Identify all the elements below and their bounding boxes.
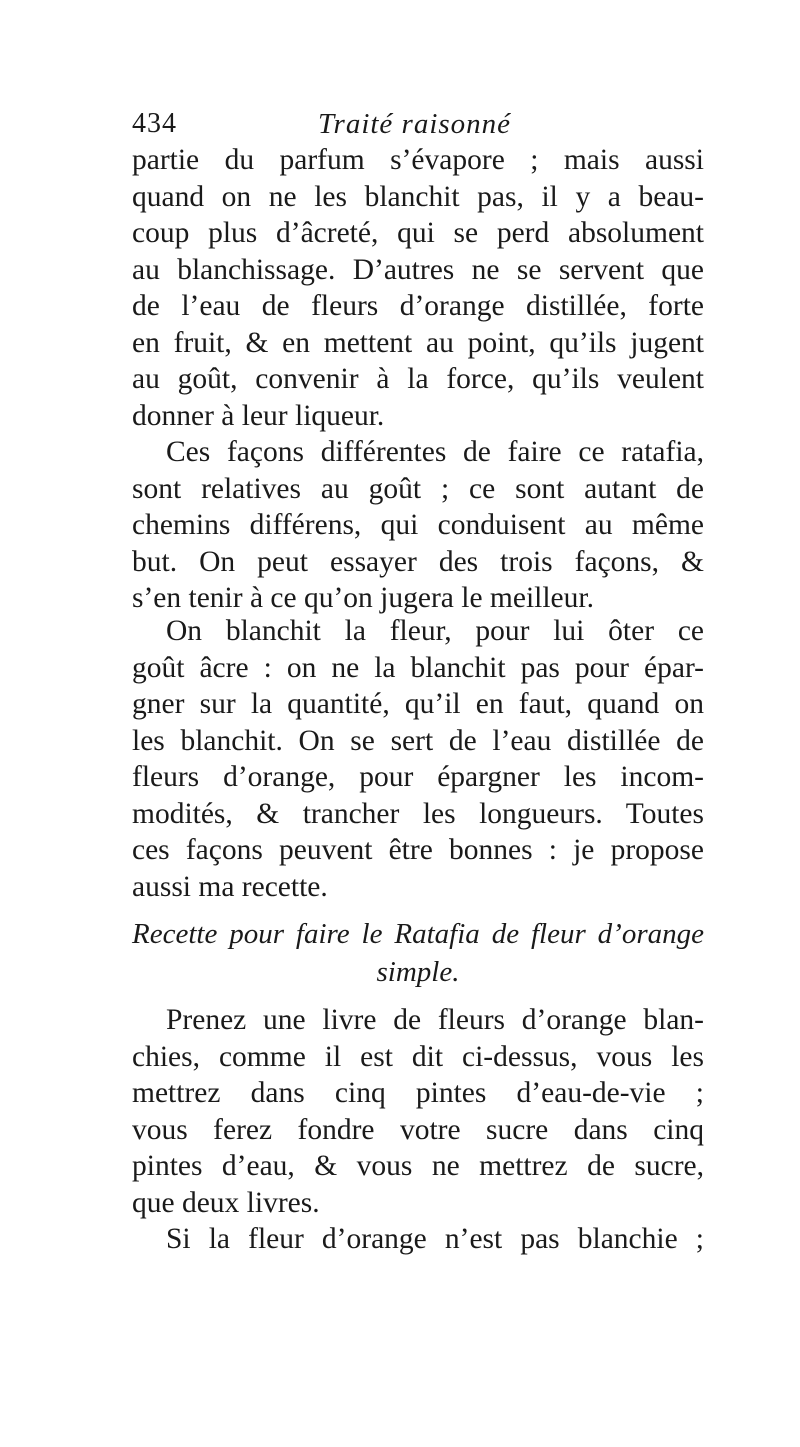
text-line: en fruit, & en mettent au point, qu’ils jugent — [132, 326, 704, 359]
recipe-paragraph-1 — [132, 1002, 704, 1221]
section-heading-line: Recette pour faire le Ratafia de fleur d’orange — [132, 918, 704, 950]
text-line: quand on ne les blanchit pas, il y a beau- — [132, 180, 704, 213]
text-line: chies, comme il est dit ci-dessus, vous les — [132, 1040, 704, 1073]
section-heading — [132, 915, 704, 991]
text-line: de l’eau de fleurs d’orange distillée, forte — [132, 290, 704, 322]
text-line: les blanchit. On se sert de l’eau distillée de — [132, 724, 704, 757]
text-line: goût âcre : on ne la blanchit pas pour épar- — [132, 651, 704, 684]
paragraph-2 — [132, 434, 704, 617]
text-line: au blanchissage. D’autres ne se servent que — [132, 253, 704, 286]
text-line: au goût, convenir à la force, qu’ils veulent — [132, 363, 704, 395]
text-line: chemins différens, qui conduisent au même — [132, 509, 704, 541]
text-line: Prenez une livre de fleurs d’orange blan- — [166, 1004, 704, 1036]
text-line: fleurs d’orange, pour épargner les incom- — [132, 761, 704, 793]
text-line: Si la fleur d’orange n’est pas blanchie ; — [166, 1223, 704, 1255]
section-heading-line: simple. — [376, 956, 460, 988]
page-number: 434 — [132, 108, 177, 139]
text-line: On blanchit la fleur, pour lui ôter ce — [166, 615, 704, 647]
text-line: Ces façons différentes de faire ce ratafia, — [166, 436, 704, 468]
text-line: donner à leur liqueur. — [132, 399, 385, 432]
text-line: modités, & trancher les longueurs. Toutes — [132, 797, 704, 830]
text-line: ces façons peuvent être bonnes : je propose — [132, 834, 704, 866]
recipe-paragraph-2 — [132, 1221, 704, 1258]
text-line: pintes d’eau, & vous ne mettrez de sucre, — [132, 1150, 704, 1182]
text-line: partie du parfum s’évapore ; mais aussi — [132, 144, 704, 176]
paragraph-3 — [132, 613, 704, 905]
running-title: Traité raisonné — [318, 108, 512, 140]
text-line: s’en tenir à ce qu’on jugera le meilleur. — [132, 582, 594, 614]
text-line: gner sur la quantité, qu’il en faut, quand on — [132, 688, 704, 720]
paragraph-continuation — [132, 142, 704, 434]
text-line: aussi ma recette. — [132, 870, 328, 903]
text-line: sont relatives au goût ; ce sont autant de — [132, 472, 704, 505]
text-line: que deux livres. — [132, 1186, 320, 1219]
text-line: vous ferez fondre votre sucre dans cinq — [132, 1113, 704, 1146]
text-line: mettrez dans cinq pintes d’eau-de-vie ; — [132, 1077, 704, 1109]
text-line: but. On peut essayer des trois façons, & — [132, 545, 704, 578]
text-line: coup plus d’âcreté, qui se perd absolument — [132, 217, 704, 249]
